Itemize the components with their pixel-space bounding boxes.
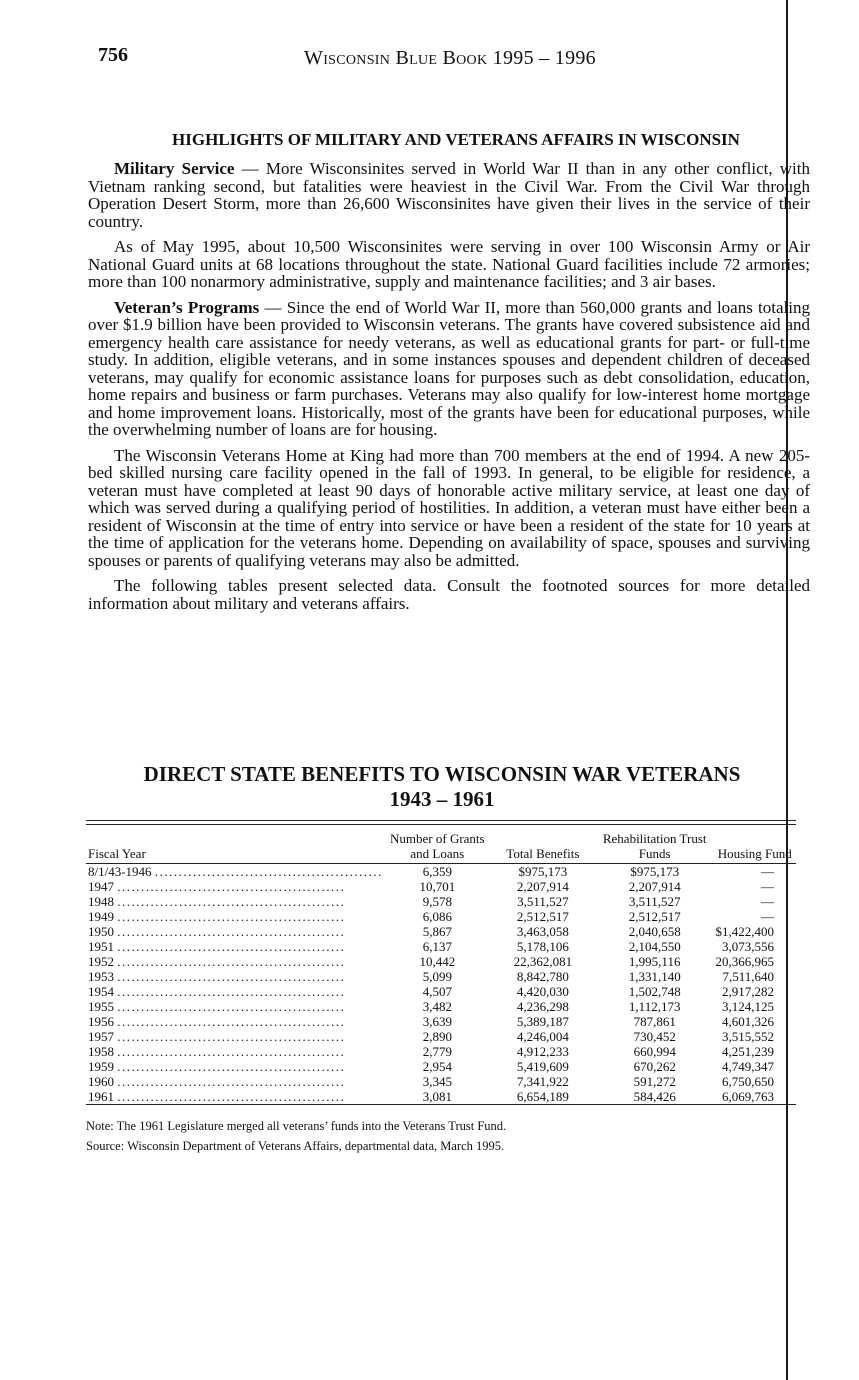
cell-rehab: 660,994 [633, 1044, 676, 1059]
leader-dots: ................................................ [117, 1089, 346, 1104]
cell-fiscal-year [86, 969, 385, 984]
leader-dots: ................................................ [117, 924, 346, 939]
cell-grants: 3,482 [422, 999, 452, 1014]
cell-grants: 3,081 [385, 1089, 490, 1105]
cell-grants: 10,442 [419, 954, 456, 969]
paragraph-text: The Wisconsin Veterans Home at King had more than 700 members at the end of 1994. A new 205-bed skilled nursing care facility opened in the fall of 1993. In general, to be eligible for residence, a veteran must have completed at least 90 days of honorable active military service, at least one day of which was served during a qualifying period of hostilities. In addition, a veteran must have either been a resident of Wisconsin at the time of entry into service or have been a resident of the state for 10 years at the time of application for the veterans home. Depending on availability of space, spouses and surviving spouses or parents of qualifying veterans may also be admitted. [88, 445, 810, 570]
fiscal-year-label: 1959 [88, 1059, 114, 1074]
cell-fiscal-year [86, 879, 385, 894]
leader-dots: ................................................ [117, 969, 346, 984]
fiscal-year-label: 1960 [88, 1074, 114, 1089]
cell-grants: 6,137 [422, 939, 452, 954]
paragraph-lead: Military Service [114, 159, 235, 178]
cell-total: 2,207,914 [516, 879, 569, 894]
paragraph-text: The following tables present selected data. Consult the footnoted sources for more detailed information about military and veterans affairs. [88, 576, 810, 613]
cell-rehab: 1,112,173 [628, 999, 681, 1014]
cell-total: 4,420,030 [516, 984, 569, 999]
cell-fiscal-year [86, 894, 385, 909]
cell-grants: 2,954 [422, 1059, 452, 1074]
cell-housing: $1,422,400 [715, 924, 774, 939]
cell-fiscal-year [86, 984, 385, 999]
cell-housing: 4,251,239 [722, 1044, 774, 1059]
cell-total: $975,173 [518, 864, 568, 879]
paragraph [88, 577, 810, 612]
body-text [88, 160, 810, 620]
cell-housing: 3,124,125 [722, 999, 774, 1014]
cell-housing: — [761, 894, 774, 909]
col-header-grants: Number of Grants and Loans [385, 825, 490, 864]
leader-dots: ................................................ [117, 1074, 346, 1089]
cell-fiscal-year [86, 954, 385, 969]
cell-rehab: 2,040,658 [628, 924, 681, 939]
cell-grants: 4,507 [422, 984, 452, 999]
cell-fiscal-year [86, 939, 385, 954]
paragraph [88, 160, 810, 230]
fiscal-year-label: 8/1/43-1946 [88, 864, 152, 879]
cell-rehab: 1,502,748 [628, 984, 681, 999]
table-header-row [86, 825, 796, 864]
table-row [86, 1089, 796, 1105]
leader-dots: ................................................ [117, 1014, 346, 1029]
fiscal-year-label: 1947 [88, 879, 114, 894]
cell-rehab: 670,262 [633, 1059, 676, 1074]
fiscal-year-label: 1957 [88, 1029, 114, 1044]
leader-dots: ................................................ [117, 909, 346, 924]
table-row [86, 939, 796, 954]
cell-grants: 2,779 [422, 1044, 452, 1059]
cell-housing: 7,511,640 [722, 969, 774, 984]
fiscal-year-label: 1961 [88, 1089, 114, 1104]
fiscal-year-label: 1955 [88, 999, 114, 1014]
table-row [86, 999, 796, 1014]
table-title-years: 1943 – 1961 [389, 787, 495, 811]
cell-fiscal-year [86, 924, 385, 939]
cell-grants: 5,867 [422, 924, 452, 939]
leader-dots: ................................................ [117, 984, 346, 999]
running-title: Wisconsin Blue Book 1995 – 1996 [304, 47, 596, 69]
cell-total: 6,654,189 [490, 1089, 596, 1105]
cell-housing: 3,073,556 [722, 939, 774, 954]
cell-rehab: 2,207,914 [628, 879, 681, 894]
leader-dots: ................................................ [117, 1029, 346, 1044]
col-header-total: Total Benefits [490, 825, 596, 864]
fiscal-year-label: 1954 [88, 984, 114, 999]
table-row [86, 1014, 796, 1029]
table-title [88, 762, 796, 812]
cell-grants: 6,359 [422, 864, 452, 879]
col-header-rehab: Rehabilitation Trust Funds [596, 825, 714, 864]
fiscal-year-label: 1958 [88, 1044, 114, 1059]
table-row [86, 864, 796, 880]
cell-fiscal-year [86, 1089, 385, 1105]
benefits-table-wrap [86, 820, 796, 1105]
cell-fiscal-year [86, 1074, 385, 1089]
leader-dots: ................................................ [117, 894, 346, 909]
cell-total: 3,511,527 [517, 894, 569, 909]
cell-total: 5,178,106 [516, 939, 569, 954]
benefits-table [86, 825, 796, 1105]
fiscal-year-label: 1948 [88, 894, 114, 909]
fiscal-year-label: 1949 [88, 909, 114, 924]
cell-rehab: 1,331,140 [628, 969, 681, 984]
table-row [86, 969, 796, 984]
cell-rehab: 591,272 [633, 1074, 676, 1089]
paragraph-text: — Since the end of World War II, more than 560,000 grants and loans totaling over $1.9 billion have been provided to Wisconsin veterans. The grants have covered subsistence aid and emergency health care assistance for needy veterans, as well as educational grants for part- or full-time study. In addition, eligible veterans, and in some instances spouses and dependent children of deceased veterans, may qualify for economic assistance loans for purposes such as debt consolidation, education, home repairs and business or farm purchases. Veterans may also qualify for low-interest home mortgage and home improvement loans. Historically, most of the grants have been for educational purposes, while the overwhelming number of loans are for housing. [88, 297, 810, 439]
cell-housing: 6,750,650 [722, 1074, 774, 1089]
cell-rehab: 2,104,550 [628, 939, 681, 954]
cell-total: 4,912,233 [516, 1044, 569, 1059]
section-title: HIGHLIGHTS OF MILITARY AND VETERANS AFFAIRS IN WISCONSIN [172, 130, 740, 149]
table-row [86, 984, 796, 999]
leader-dots: ................................................ [117, 1059, 346, 1074]
leader-dots: ................................................ [117, 1044, 346, 1059]
cell-housing: 4,749,347 [722, 1059, 774, 1074]
table-row [86, 1044, 796, 1059]
cell-total: 7,341,922 [516, 1074, 569, 1089]
paragraph [88, 447, 810, 570]
cell-grants: 3,345 [422, 1074, 452, 1089]
cell-fiscal-year [86, 1044, 385, 1059]
leader-dots: ................................................ [117, 879, 346, 894]
cell-housing: 3,515,552 [722, 1029, 774, 1044]
paragraph-text: — More Wisconsinites served in World War II than in any other conflict, with Vietnam ranking second, but fatalities were heaviest in the Civil War. From the Civil War through Operation Desert Storm, more than 26,600 Wisconsinites have given their lives in the service of their country. [88, 159, 810, 231]
cell-total: 5,419,609 [516, 1059, 569, 1074]
cell-total: 2,512,517 [516, 909, 569, 924]
page-number: 756 [98, 44, 128, 66]
cell-rehab: 787,861 [633, 1014, 676, 1029]
cell-housing: 4,601,326 [722, 1014, 774, 1029]
cell-rehab: $975,173 [630, 864, 680, 879]
paragraph-text: As of May 1995, about 10,500 Wisconsinites were serving in over 100 Wisconsin Army or Air National Guard units at 68 locations throughout the state. National Guard facilities include 72 armories; more than 100 nonarmory administrative, supply and maintenance facilities; and 3 air bases. [88, 237, 810, 291]
cell-total: 4,246,004 [516, 1029, 569, 1044]
leader-dots: ................................................ [117, 939, 346, 954]
table-row [86, 1029, 796, 1044]
table-row [86, 909, 796, 924]
cell-total: 4,236,298 [516, 999, 569, 1014]
cell-fiscal-year [86, 864, 385, 880]
cell-total: 22,362,081 [513, 954, 573, 969]
table-row [86, 879, 796, 894]
cell-fiscal-year [86, 909, 385, 924]
cell-grants: 3,639 [422, 1014, 452, 1029]
table-notes [86, 1116, 506, 1156]
col-header-fiscal-year: Fiscal Year [86, 825, 385, 864]
table-row [86, 894, 796, 909]
cell-fiscal-year [86, 1059, 385, 1074]
cell-fiscal-year [86, 999, 385, 1014]
cell-rehab: 584,426 [596, 1089, 714, 1105]
table-row [86, 954, 796, 969]
leader-dots: ................................................ [117, 999, 346, 1014]
paragraph-lead: Veteran’s Programs [114, 297, 260, 317]
cell-fiscal-year [86, 1029, 385, 1044]
cell-total: 3,463,058 [516, 924, 569, 939]
table-source: Source: Wisconsin Department of Veterans Affairs, departmental data, March 1995. [86, 1139, 505, 1153]
table-row [86, 1059, 796, 1074]
fiscal-year-label: 1952 [88, 954, 114, 969]
fiscal-year-label: 1953 [88, 969, 114, 984]
cell-housing: — [761, 879, 774, 894]
cell-total: 5,389,187 [516, 1014, 569, 1029]
cell-grants: 9,578 [422, 894, 452, 909]
cell-total: 8,842,780 [516, 969, 569, 984]
table-note: Note: The 1961 Legislature merged all veterans’ funds into the Veterans Trust Fund. [86, 1119, 507, 1133]
cell-housing: — [761, 864, 774, 879]
fiscal-year-label: 1951 [88, 939, 114, 954]
cell-housing: 2,917,282 [722, 984, 774, 999]
fiscal-year-label: 1950 [88, 924, 114, 939]
table-title-line: DIRECT STATE BENEFITS TO WISCONSIN WAR VETERANS [143, 762, 741, 786]
cell-grants: 10,701 [419, 879, 456, 894]
col-header-housing: Housing Fund [714, 825, 797, 864]
cell-housing: — [761, 909, 774, 924]
cell-grants: 6,086 [422, 909, 452, 924]
cell-fiscal-year [86, 1014, 385, 1029]
cell-rehab: 1,995,116 [628, 954, 681, 969]
table-row [86, 924, 796, 939]
fiscal-year-label: 1956 [88, 1014, 114, 1029]
leader-dots: ................................................ [154, 864, 383, 879]
cell-housing: 6,069,763 [714, 1089, 797, 1105]
table-row [86, 1074, 796, 1089]
paragraph [88, 299, 810, 439]
leader-dots: ................................................ [117, 954, 346, 969]
cell-housing: 20,366,965 [715, 954, 774, 969]
cell-grants: 5,099 [422, 969, 452, 984]
cell-rehab: 2,512,517 [628, 909, 681, 924]
cell-rehab: 730,452 [633, 1029, 676, 1044]
cell-rehab: 3,511,527 [628, 894, 681, 909]
cell-grants: 2,890 [422, 1029, 452, 1044]
paragraph [88, 238, 810, 291]
